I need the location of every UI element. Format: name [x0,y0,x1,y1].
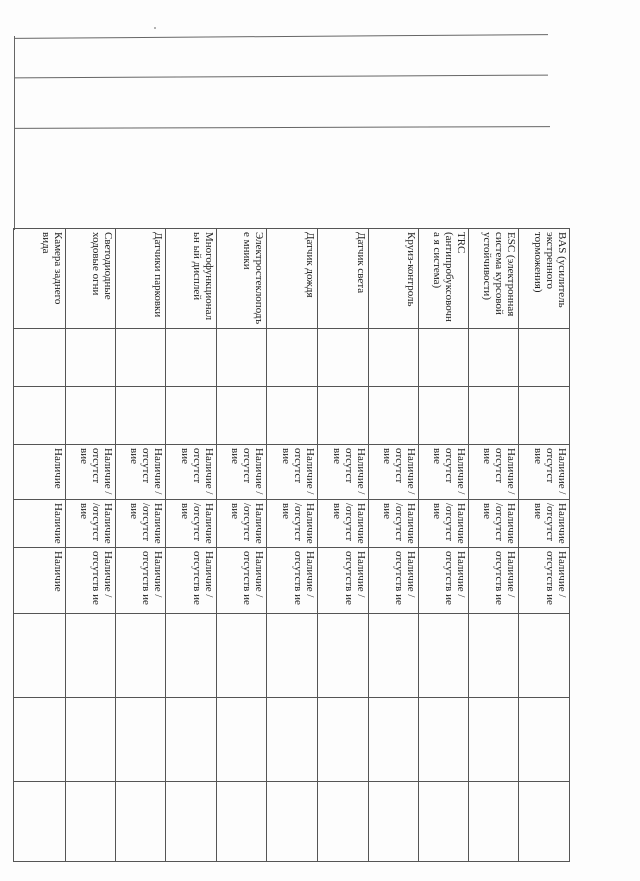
empty-cell [116,782,166,862]
empty-cell [519,782,570,862]
availability-cell: Наличие /отсутст вие [166,500,217,548]
availability-cell: Наличие /отсутст вие [217,500,267,548]
empty-cell [267,387,318,445]
empty-cell [369,782,419,862]
availability-cell: Наличие /отсутств ие [419,548,469,614]
availability-cell: Наличие /отсутств ие [469,548,519,614]
feature-name-cell: BAS (усилитель экстренного торможения) [519,229,570,329]
table-row [318,229,369,862]
empty-cell [217,387,267,445]
empty-cell [116,329,166,387]
feature-name-cell: Круиз-контроль [369,229,419,329]
empty-cell [419,614,469,698]
empty-cell [116,387,166,445]
availability-cell: Наличие /отсутств ие [116,548,166,614]
availability-cell: Наличие /отсутств ие [519,548,570,614]
empty-cell [318,329,369,387]
empty-cell [166,782,217,862]
availability-cell: Наличие /отсутст вие [116,500,166,548]
empty-cell [116,698,166,782]
availability-cell: Наличие /отсутст вие [469,445,519,500]
availability-cell: Наличие /отсутст вие [217,445,267,500]
feature-name-cell: Датчик света [318,229,369,329]
feature-name-cell: Светодиодные ходовые огни [66,229,116,329]
empty-cell [217,782,267,862]
availability-cell: Наличие /отсутств ие [166,548,217,614]
empty-cell [369,698,419,782]
feature-name-cell: TRC (антипробуксовочна я система) [419,229,469,329]
availability-cell: Наличие /отсутств ие [217,548,267,614]
availability-cell: Наличие /отсутст вие [318,445,369,500]
empty-cell [116,614,166,698]
empty-cell [166,387,217,445]
availability-cell: Наличие /отсутст вие [66,500,116,548]
table-row [369,229,419,862]
empty-cell [14,698,66,782]
empty-cell [217,698,267,782]
empty-cell [469,782,519,862]
empty-cell [419,387,469,445]
availability-cell: Наличие /отсутст вие [469,500,519,548]
empty-cell [318,782,369,862]
availability-cell: Наличие /отсутст вие [369,500,419,548]
empty-cell [519,387,570,445]
empty-cell [419,329,469,387]
table-row [116,229,166,862]
availability-cell: Наличие /отсутств ие [267,548,318,614]
availability-cell: Наличие /отсутст вие [267,500,318,548]
empty-cell [166,614,217,698]
empty-cell [469,387,519,445]
empty-cell [166,698,217,782]
empty-cell [166,329,217,387]
empty-cell [14,329,66,387]
table-row [469,229,519,862]
features-table-rotated [14,228,570,861]
empty-cell [369,387,419,445]
empty-cell [267,782,318,862]
table-row [166,229,217,862]
availability-cell: Наличие /отсутств ие [66,548,116,614]
availability-cell: Наличие [14,500,66,548]
empty-cell [66,387,116,445]
availability-cell: Наличие [14,445,66,500]
empty-cell [267,614,318,698]
empty-cell [217,329,267,387]
empty-cell [66,329,116,387]
empty-cell [469,329,519,387]
availability-cell: Наличие /отсутст вие [166,445,217,500]
empty-cell [318,698,369,782]
table-row [217,229,267,862]
availability-cell: Наличие /отсутст вие [66,445,116,500]
availability-cell: Наличие /отсутст вие [116,445,166,500]
feature-name-cell: Многофункциональн ый дисплей [166,229,217,329]
availability-cell: Наличие /отсутств ие [369,548,419,614]
empty-cell [318,614,369,698]
availability-cell: Наличие /отсутст вие [519,445,570,500]
feature-name-cell: Электростеклоподъе мники [217,229,267,329]
empty-cell [66,698,116,782]
features-table [13,228,570,862]
table-row [419,229,469,862]
empty-cell [519,614,570,698]
empty-cell [519,329,570,387]
feature-name-cell: Датчики парковки [116,229,166,329]
availability-cell: Наличие /отсутст вие [318,500,369,548]
availability-cell: Наличие /отсутст вие [519,500,570,548]
feature-name-cell: Камера заднего вида [14,229,66,329]
empty-cell [267,698,318,782]
empty-cell [469,698,519,782]
empty-cell [66,614,116,698]
availability-cell: Наличие /отсутст вие [419,500,469,548]
empty-cell [469,614,519,698]
empty-cell [217,614,267,698]
empty-cell [419,698,469,782]
empty-cell [14,387,66,445]
availability-cell: Наличие /отсутст вие [369,445,419,500]
feature-name-cell: ESC (электронная система курсовой устойчивости) [469,229,519,329]
table-row [66,229,116,862]
scan-speck [154,27,156,29]
feature-name-cell: Датчик дождя [267,229,318,329]
table-row [519,229,570,862]
empty-cell [318,387,369,445]
availability-cell: Наличие /отсутст вие [267,445,318,500]
empty-cell [267,329,318,387]
empty-cell [369,329,419,387]
rotated-table-area [14,228,570,861]
table-row [14,229,66,862]
upper-table-frame [14,36,571,230]
empty-cell [419,782,469,862]
table-row [267,229,318,862]
empty-cell [369,614,419,698]
empty-cell [14,782,66,862]
empty-cell [66,782,116,862]
empty-cell [14,614,66,698]
availability-cell: Наличие /отсутст вие [419,445,469,500]
availability-cell: Наличие [14,548,66,614]
empty-cell [519,698,570,782]
availability-cell: Наличие /отсутств ие [318,548,369,614]
